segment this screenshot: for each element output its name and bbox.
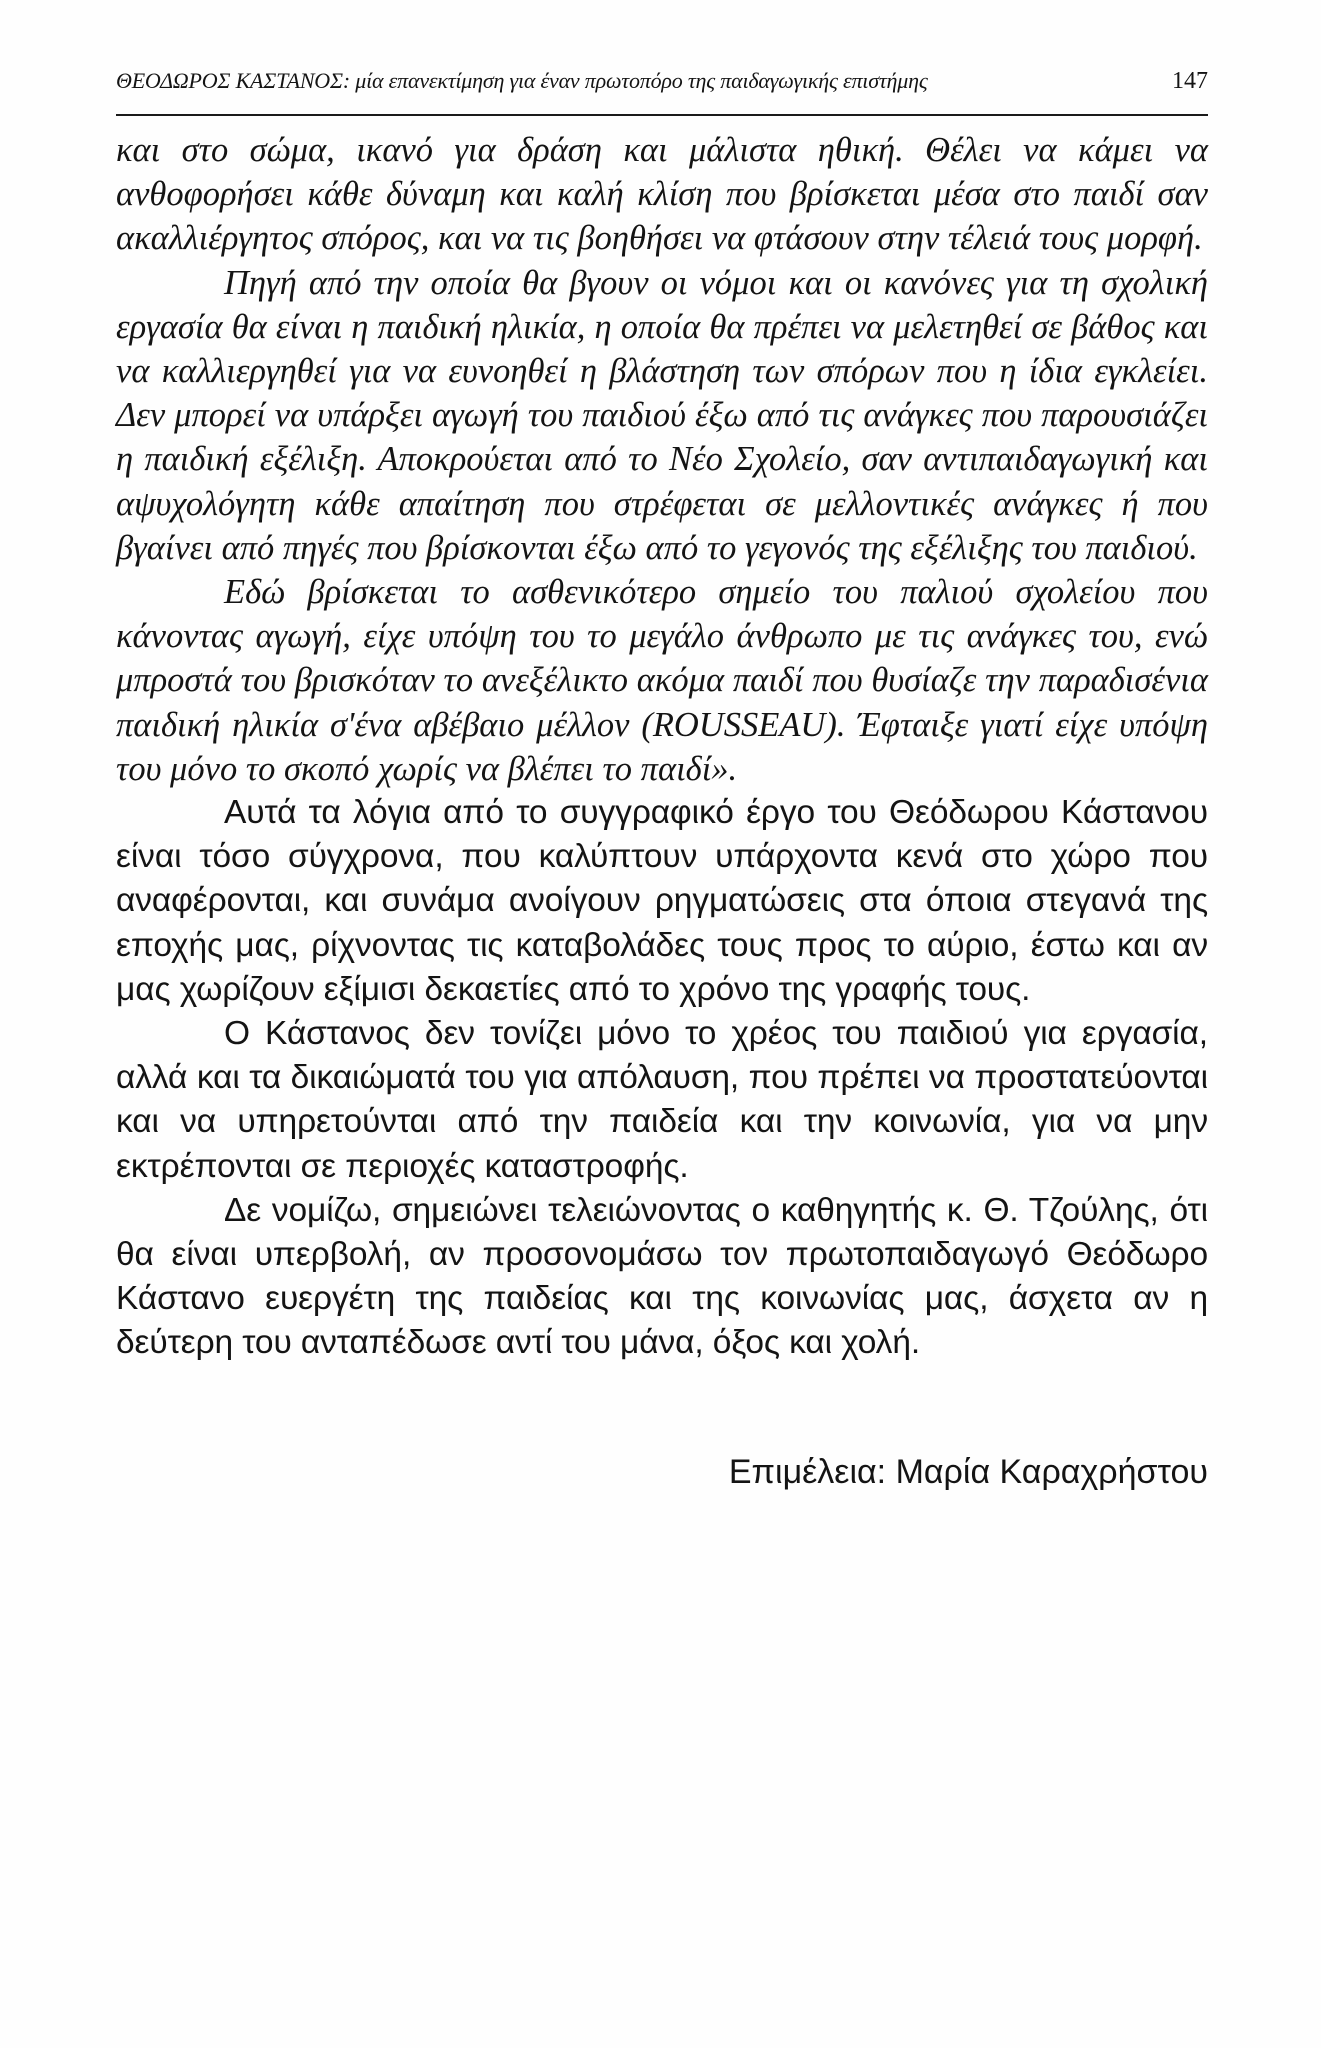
- paragraph-2: Πηγή από την οποία θα βγουν οι νόμοι και οι κανόνες για τη σχολική εργασία θα είναι η παιδική ηλικία, η οποία θα πρέπει να μελετηθεί σε βάθος και να καλλιεργηθεί για να ευνοηθεί η βλάστηση των σπόρων που η ίδια εγκλείει. Δεν μπορεί να υπάρξει αγωγή του παιδιού έξω από τις ανάγκες που παρουσιάζει η παιδική εξέλιξη. Αποκρούεται από το Νέο Σχολείο, σαν αντιπαιδαγωγική και αψυχολόγητη κάθε απαίτηση που στρέφεται σε μελλοντικές ανάγκες ή που βγαίνει από πηγές που βρίσκονται έξω από το γεγονός της εξέλιξης του παιδιού.: [116, 263, 1208, 567]
- page-number: 147: [1172, 68, 1208, 94]
- paragraph-4: Αυτά τα λόγια από το συγγραφικό έργο του Θεόδωρου Κάστανου είναι τόσο σύγχρονα, που καλύπτουν υπάρχοντα κενά στο χώρο που αναφέρονται, και συνάμα ανοίγουν ρηγματώσεις στα όποια στεγανά της εποχής μας, ρίχνοντας τις καταβολάδες τους προς το αύριο, έστω και αν μας χωρίζουν εξίμισι δεκαετίες από το χρόνο της γραφής τους.: [116, 794, 1208, 1008]
- paragraph-3: Εδώ βρίσκεται το ασθενικότερο σημείο του παλιού σχολείου που κάνοντας αγωγή, είχε υπόψη του το μεγάλο άνθρωπο με τις ανάγκες του, ενώ μπροστά του βρισκόταν το ανεξέλικτο ακόμα παιδί που θυσίαζε την παραδισένια παιδική ηλικία σ'ένα αβέβαιο μέλλον (ROUSSEAU). Έφταιξε γιατί είχε υπόψη του μόνο το σκοπό χωρίς να βλέπει το παιδί».: [116, 573, 1208, 788]
- header-rule: [116, 114, 1208, 116]
- running-head: [116, 62, 1208, 102]
- paragraph-1: και στο σώμα, ικανό για δράση και μάλιστα ηθική. Θέλει να κάμει να ανθοφορήσει κάθε δύναμη και καλή κλίση που βρίσκεται μέσα στο παιδί σαν ακαλλιέργητος σπόρος, και να τις βοηθήσει να φτάσουν στην τέλειά τους μορφή.: [116, 131, 1208, 258]
- paragraph-5: Ο Κάστανος δεν τονίζει μόνο το χρέος του παιδιού για εργασία, αλλά και τα δικαιώματά του για απόλαυση, που πρέπει να προστατεύονται και να υπηρετούνται από την παιδεία και την κοινωνία, για να μην εκτρέπονται σε περιοχές καταστροφής.: [116, 1015, 1208, 1185]
- body-text: [116, 128, 1208, 1366]
- running-title: ΘΕΟΔΩΡΟΣ ΚΑΣΤΑΝΟΣ: μία επανεκτίμηση για έναν πρωτοπόρο της παιδαγωγικής επιστήμης: [116, 68, 928, 93]
- editor-signature: Επιμέλεια: Μαρία Καραχρήστου: [728, 1453, 1208, 1491]
- paragraph-6: Δε νομίζω, σημειώνει τελειώνοντας ο καθηγητής κ. Θ. Τζούλης, ότι θα είναι υπερβολή, αν προσονομάσω τον πρωτοπαιδαγωγό Θεόδωρο Κάστανο ευεργέτη της παιδείας και της κοινωνίας μας, άσχετα αν η δεύτερη του ανταπέδωσε αντί του μάνα, όξος και χολή.: [116, 1191, 1208, 1362]
